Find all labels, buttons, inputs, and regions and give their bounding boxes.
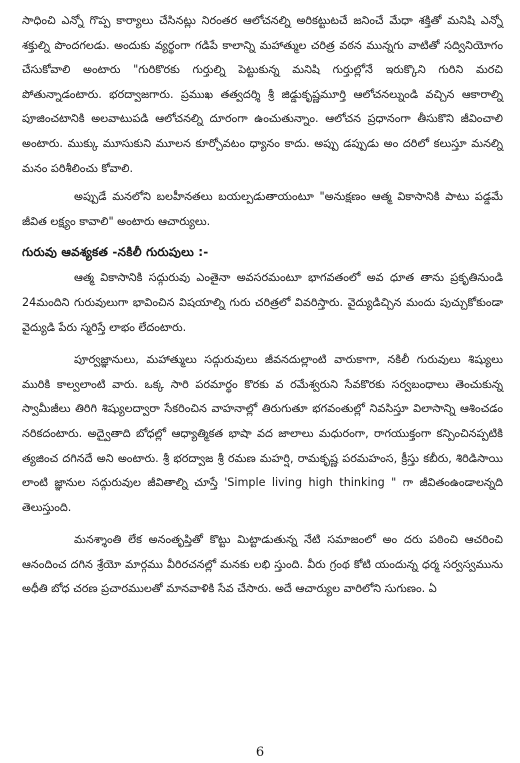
- paragraph: అప్పుడే మనలోని బలహీనతలు బయల్పడుతాయంటూ "అనుక్షణం ఆత్మ వికాసానికి పాటు పడ్డమే జీవిత లక్ష్యం కావాలి" అంటారు ఆచార్యులు.: [22, 190, 503, 228]
- paragraph: సాధించి ఎన్నో గొప్ప కార్యాలు చేసినట్లు నిరంతర ఆలోచనల్ని అరికట్టుటచే జనించే మేధా శక్తితో మనిషి ఎన్నో శక్తుల్ని పొందగలడు. అందుకు వ్యర్థంగా గడిపే కాలాన్ని మహాత్ముల చరిత్ర వఠన మున్నగు వాటితో సద్వినియోగం చేసుకోవాలి అంటారు "గురికొరకు గుర్తుల్ని పెట్టుకున్న మనిషి గుర్తుల్లోనే ఇరుక్కొని గురిని మరచి పోతున్నాడంటారు. భరద్వాజగారు. ప్రముఖ తత్వదర్శి శ్రీ జిడ్డుకృష్ణమూర్తి ఆలోచనల్నుండి వచ్చిన ఆకారాల్ని పూజించటానికి అలవాటుపడి ఆలోచనల్ని దూరంగా ఉంచుతున్నాం. ఆలోచన ప్రధానంగా తీసుకొని జీవించాలి అంటారు. ముక్కు మూసుకుని మూలన కూర్చోవటం ధ్యానం కాదు. అప్పు డప్పుడు అం దరిలో కలుస్తూ మనల్ని మనం పరిశీలించు కోవాలి.: [22, 14, 503, 175]
- paragraph: పూర్వజ్ఞానులు, మహాత్ములు సద్గురువులు జీవనదుల్లాంటి వారుకాగా, నకిలీ గురువులు శిష్యులు మురికి కాల్వలాంటి వారు. ఒక్క సారి పరమార్థం కొరకు వ రమేశ్వరుని సేవకొరకు సర్వబంధాలు తెంచుకున్న స్వామీజీలు తిరిగి శిష్యులద్వారా సేకరించిన వాహనాల్లో తిరుగుతూ భగవంతుల్లో నివసిస్తూ విలాసాన్ని ఆశించడం నరికదంటారు. అద్వైతాది బోధల్లో ఆధ్యాత్మికత భాషా వద జాలాలు మధురంగా, రాగయుక్తంగా కన్పించినప్పటికి త్యజించ దగినదే అని అంటారు. శ్రీ భరద్వాజ శ్రీ రమణ మహర్షి, రామకృష్ణ పరమహంస, క్రీస్తు కబీరు, శిరిడిసాయి లాంటి జ్ఞానుల సద్గురువుల జీవితాల్ని చూస్తే 'Simple living high thinking " గా జీవితంఉండాలన్నది తెలుస్తుంది.: [22, 353, 503, 514]
- paragraph: మనశ్శాంతి లేక అనంతృప్తితో కొట్టు మిట్టాడుతున్న నేటి సమాజంలో అం దరు పఠించి ఆచరించి ఆనందించ దగిన శ్రేయో మార్గము వీరిరచనల్లో మనకు లభి స్తుంది. వీరు గ్రంథ కోటి యందున్న ధర్మ సర్వస్వమును అధీతి బోధ చరణ ప్రచారములతో మానవాళికి సేవ చేసారు. అదే ఆచార్యుల వారిలోని సుగుణం. ఏ: [22, 533, 503, 596]
- page-number: 6: [255, 745, 265, 760]
- section-heading: గురువు ఆవశ్యకత -నకిలీ గురుపులు :-: [22, 245, 209, 260]
- paragraph: ఆత్మ వికాసానికి సద్గురువు ఎంతైనా అవసరమంటూ భాగవతంలో అవ ధూత తాను ప్రకృతినుండి 24మందిని గురువులుగా భావించిన విషయాల్ని గురు చరిత్రలో వివరిస్తారు. వైద్యుడిచ్చిన మందు పుచ్చుకోకుండా వైద్యుడి పేరు స్మరిస్తే లాభం లేదంటారు.: [22, 271, 503, 334]
